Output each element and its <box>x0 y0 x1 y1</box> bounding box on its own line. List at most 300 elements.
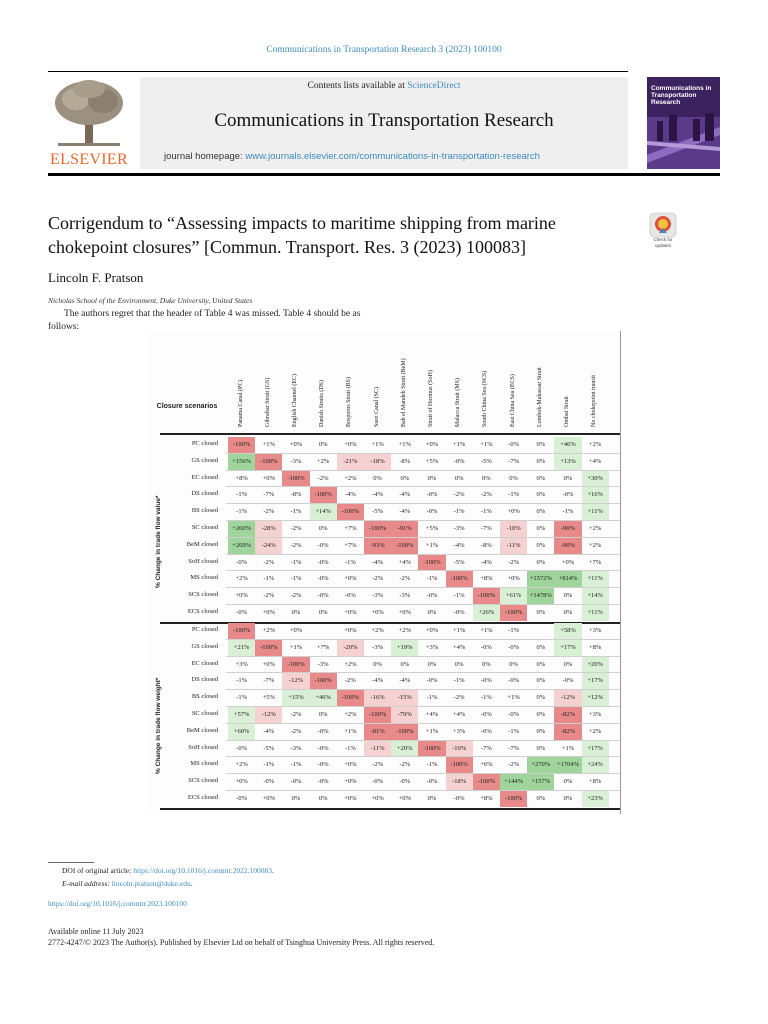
table-cell: -2% <box>290 525 302 532</box>
table-cell: +11% <box>582 571 609 587</box>
table-cell: -4% <box>480 558 492 566</box>
table-cell: -5% <box>263 744 275 752</box>
table-cell: -1% <box>344 744 356 752</box>
table-cell: +0% <box>235 592 248 600</box>
footnote-original-doi: DOI of original article: https://doi.org/10.1016/j.commtr.2022.100083. <box>62 866 274 875</box>
table-cell: -28% <box>255 521 282 537</box>
table-cell: +17% <box>554 640 581 656</box>
table-cell: -0% <box>508 643 520 651</box>
table-cell: 0% <box>536 744 546 752</box>
section-rule <box>160 808 620 810</box>
row-label: SoH closed <box>188 557 218 565</box>
table-cell: +61% <box>500 588 527 604</box>
table-cell: 0% <box>563 609 573 616</box>
column-header: Lombok-Makassar Strait <box>536 367 543 427</box>
table-cell: 0% <box>509 474 518 482</box>
table-cell: +58% <box>554 623 581 639</box>
table-cell: +12% <box>582 690 609 706</box>
table-cell: +1% <box>453 627 466 634</box>
table-cell: -18% <box>364 454 391 470</box>
table-cell: -0% <box>236 744 248 752</box>
table-cell: +1% <box>425 541 439 549</box>
table-cell: -7% <box>263 677 275 685</box>
table-cell: +0% <box>344 795 357 802</box>
row-label: SC closed <box>191 710 218 717</box>
table-cell: 0% <box>563 778 573 786</box>
table-cell: -1% <box>426 761 438 769</box>
journal-citation[interactable]: Communications in Transportation Research 3 (2023) 100100 <box>266 45 502 55</box>
table-cell: -0% <box>290 778 302 786</box>
table-cell: 0% <box>400 660 410 668</box>
table-cell: 0% <box>291 795 301 802</box>
table-cell: +0% <box>425 627 439 634</box>
table-cell: +5% <box>262 694 275 702</box>
table-cell: 0% <box>536 609 546 616</box>
table-cell: -1% <box>236 508 248 516</box>
table-cell: -0% <box>480 727 492 735</box>
table-cell: 0% <box>318 609 328 616</box>
table-cell: +0% <box>344 627 357 634</box>
table-cell: -2% <box>263 592 275 600</box>
table-cell: -12% <box>255 707 282 723</box>
table-cell: -4% <box>399 508 411 516</box>
table-cell: +8% <box>589 643 602 651</box>
row-label: SoH closed <box>188 743 218 751</box>
table-cell: +4% <box>453 711 466 718</box>
column-header: Bosporus Strait (BS) <box>346 376 353 427</box>
table-cell: +20% <box>391 741 418 757</box>
table-cell: -0% <box>508 711 520 718</box>
table-cell: +19% <box>391 640 418 656</box>
table-cell: +1% <box>289 643 303 651</box>
table-cell: -11% <box>500 538 527 554</box>
column-header: Malacca Strait (MS) <box>455 378 462 427</box>
table-cell: +7% <box>317 643 330 651</box>
table-cell: -3% <box>372 592 384 600</box>
table-cell: -12% <box>554 690 581 706</box>
article-doi-link[interactable]: https://doi.org/10.1016/j.commtr.2023.100100 <box>48 899 187 908</box>
table-cell <box>527 623 554 639</box>
table-cell: -8% <box>399 457 411 465</box>
table-cell: +0% <box>561 558 575 566</box>
table-cell: -100% <box>337 504 364 520</box>
table-cell: -1% <box>263 761 275 769</box>
table-cell: -1% <box>236 694 248 702</box>
table-cell: 0% <box>563 795 573 802</box>
table-cell: 0% <box>427 609 437 616</box>
table-cell: -16% <box>364 690 391 706</box>
row-label: GS closed <box>191 456 218 464</box>
table-cell: -100% <box>500 605 527 621</box>
table-cell: +2% <box>589 541 602 549</box>
table-cell: +0% <box>371 609 384 616</box>
table-cell: +814% <box>554 571 581 587</box>
table-cell: +24% <box>582 757 609 773</box>
table-cell: -4% <box>263 727 275 735</box>
table-cell: -100% <box>364 707 391 723</box>
row-label: SCS closed <box>188 591 218 599</box>
closure-scenarios-header: Closure scenarios <box>156 403 218 410</box>
table-cell: -1% <box>480 508 492 516</box>
table-cell: -100% <box>228 437 255 453</box>
table-cell: -100% <box>391 538 418 554</box>
table-cell: -3% <box>399 592 411 600</box>
table-cell: -1% <box>508 727 520 735</box>
table-cell: -1% <box>453 677 465 685</box>
table-cell: +0% <box>344 761 357 769</box>
table-cell: +11% <box>582 504 609 520</box>
table-cell: +0% <box>398 795 411 802</box>
table-cell: +8% <box>589 778 602 786</box>
masthead <box>140 77 628 169</box>
check-updates-icon <box>646 212 680 238</box>
table-cell: +8% <box>480 575 493 583</box>
table-cell: +5% <box>425 457 439 465</box>
table-cell: -0% <box>508 441 520 448</box>
table-cell: +7% <box>344 541 357 549</box>
table-cell: -2% <box>399 761 411 769</box>
table-cell: +2% <box>589 441 602 448</box>
table-cell: 0% <box>318 711 328 718</box>
table-cell: -4% <box>372 677 384 685</box>
table-cell: +2% <box>235 575 248 583</box>
table-cell: -0% <box>317 592 329 600</box>
table-cell: -100% <box>255 454 282 470</box>
table-cell: -1% <box>508 491 520 499</box>
table-cell: +0% <box>235 778 248 786</box>
table-cell: +0% <box>507 575 520 583</box>
table-cell: -100% <box>337 690 364 706</box>
table-cell: -1% <box>290 761 302 769</box>
table-cell: +0% <box>289 441 303 448</box>
table-cell: 0% <box>536 457 546 465</box>
masthead-bottom-rule <box>48 173 720 176</box>
table-cell: +1% <box>561 744 575 752</box>
table-cell: -0% <box>453 609 465 616</box>
table-cell: 0% <box>536 711 546 718</box>
table-cell: +17% <box>582 741 609 757</box>
table-cell: +0% <box>289 627 303 634</box>
row-label: GS closed <box>191 642 218 650</box>
table-cell: -4% <box>453 541 465 549</box>
table-cell: +0% <box>262 474 275 482</box>
table-cell: 0% <box>536 525 546 532</box>
table-cell: -1% <box>480 694 492 702</box>
table-cell: +1% <box>507 694 520 702</box>
table-cell: +157% <box>527 774 554 790</box>
table-cell: +1% <box>371 441 384 448</box>
column-header: English Channel (EC) <box>292 374 298 427</box>
row-label: ECS closed <box>187 608 218 615</box>
table-cell: -100% <box>282 471 309 487</box>
table-cell: 0% <box>536 508 546 516</box>
table-cell: +0% <box>398 609 411 616</box>
table-cell: -0% <box>317 744 329 752</box>
column-header: East China Sea (ECS) <box>509 374 516 427</box>
table-cell: -2% <box>290 711 302 718</box>
table-cell: 0% <box>536 441 546 448</box>
table-cell: 0% <box>509 660 518 668</box>
table-cell: +144% <box>500 774 527 790</box>
homepage-link[interactable]: www.journals.elsevier.com/communications-in-transportation-research <box>245 151 540 162</box>
table-cell: +0% <box>262 609 275 616</box>
table-cell: -0% <box>236 558 248 566</box>
table-cell: -100% <box>310 673 337 689</box>
table-cell: +11% <box>582 605 609 621</box>
check-updates-label: Check for updates <box>653 237 673 248</box>
table-cell: +60% <box>228 724 255 740</box>
table-cell: +8% <box>235 474 248 482</box>
table-cell: +26% <box>473 605 500 621</box>
table-cell: -2% <box>263 558 275 566</box>
table-cell: 0% <box>536 694 546 702</box>
table-cell: +0% <box>262 795 275 802</box>
row-label: BeM closed <box>186 540 218 548</box>
table-cell: -2% <box>453 491 465 499</box>
journal-cover[interactable] <box>647 77 720 169</box>
table-cell: -10% <box>500 521 527 537</box>
table-cell: +2% <box>344 474 357 482</box>
table-cell: 0% <box>291 609 301 616</box>
row-label: MS closed <box>190 574 218 582</box>
table-cell: -2% <box>290 592 302 600</box>
table-cell: 0% <box>536 474 546 482</box>
elsevier-logo[interactable] <box>48 77 130 169</box>
table-cell: +3% <box>425 643 439 651</box>
column-header: Suez Canal (SC) <box>373 387 380 427</box>
article-title: Corrigendum to “Assessing impacts to maritime shipping from marine chokepoint closures” [Commun. Transport. Res. 3 (2023) 100083] <box>48 213 556 257</box>
table-cell: -0% <box>317 727 329 735</box>
table-cell: -2% <box>372 761 384 769</box>
table-cell: -2% <box>263 508 275 516</box>
table-cell: -100% <box>364 521 391 537</box>
table-cell: -11% <box>364 741 391 757</box>
table-cell: -10% <box>446 741 473 757</box>
table-cell: +20% <box>582 657 609 673</box>
original-doi-prefix: DOI of original article: <box>62 866 132 875</box>
table-cell: -1% <box>426 694 438 702</box>
table-cell: 0% <box>536 541 546 549</box>
table-cell: +5% <box>425 525 439 532</box>
table-cell: +3% <box>235 660 248 668</box>
table-cell: +0% <box>371 795 384 802</box>
row-label: PC closed <box>191 626 218 633</box>
table-cell: +6% <box>480 761 493 769</box>
table-cell: +7% <box>589 558 602 566</box>
table-cell: -100% <box>282 657 309 673</box>
table-cell: 0% <box>427 660 437 668</box>
table-cell: +0% <box>262 660 275 668</box>
table-cell: +0% <box>344 441 357 448</box>
author-name[interactable]: Lincoln F. Pratson <box>48 270 144 285</box>
table-cell: 0% <box>318 525 328 532</box>
table-cell: -1% <box>453 508 465 516</box>
table-cell: +0% <box>425 441 439 448</box>
row-label: SC closed <box>191 524 218 531</box>
row-label: EC closed <box>191 473 218 481</box>
table-cell <box>310 623 337 639</box>
table-cell: -5% <box>372 508 384 516</box>
table-cell: +260% <box>228 521 255 537</box>
table-cell: -15% <box>391 690 418 706</box>
check-for-updates-button[interactable] <box>646 212 680 252</box>
table-cell: +1% <box>425 727 439 735</box>
table-cell: -1% <box>236 491 248 499</box>
table-cell: +4% <box>589 457 602 465</box>
row-label: ECS closed <box>187 794 218 801</box>
table-cell: -0% <box>562 677 574 685</box>
table-cell: -3% <box>372 643 384 651</box>
table-cell: -1% <box>453 592 465 600</box>
table-cell: +4% <box>453 643 466 651</box>
table-cell: -1% <box>290 575 302 583</box>
row-label: DS closed <box>191 490 218 498</box>
original-doi-link[interactable]: https://doi.org/10.1016/j.commtr.2022.100083 <box>133 866 273 875</box>
table-cell: 0% <box>373 660 382 668</box>
table-cell: +2% <box>317 457 330 465</box>
table-cell: +1478% <box>527 588 554 604</box>
table-cell: -0% <box>426 491 438 499</box>
table-cell: +2% <box>344 711 357 718</box>
table-cell: -91% <box>391 521 418 537</box>
table-cell: -1% <box>344 558 356 566</box>
table-cell: +1% <box>480 441 493 448</box>
table-cell: -0% <box>426 677 438 685</box>
table-cell: -90% <box>554 538 581 554</box>
table-cell: -1% <box>236 677 248 685</box>
table-cell: -8% <box>480 541 492 549</box>
table-cell: +1% <box>262 441 275 448</box>
table-cell: -82% <box>554 707 581 723</box>
table-cell: -1% <box>263 575 275 583</box>
table-cell: -18% <box>446 774 473 790</box>
table-cell: +0% <box>344 609 357 616</box>
table-cell: -0% <box>399 778 411 786</box>
table-cell: -81% <box>364 724 391 740</box>
table-cell: 0% <box>536 727 546 735</box>
table-cell: 0% <box>536 677 546 685</box>
table-cell: -100% <box>228 623 255 639</box>
table-cell: 0% <box>482 474 491 482</box>
table-cell: +13% <box>554 454 581 470</box>
table-cell: -21% <box>337 454 364 470</box>
table-cell: +7% <box>344 525 357 532</box>
table-cell: 0% <box>482 660 491 668</box>
table-cell: -0% <box>480 711 492 718</box>
table-cell: -0% <box>480 643 492 651</box>
table-cell: -5% <box>453 558 465 566</box>
table-cell: -90% <box>554 521 581 537</box>
table-cell: -0% <box>236 609 248 616</box>
table-cell: +1704% <box>554 757 581 773</box>
email-prefix: E-mail address: <box>62 879 110 888</box>
table-cell: -0% <box>480 677 492 685</box>
table-cell: 0% <box>373 474 382 482</box>
table-cell: +2% <box>589 525 602 532</box>
homepage-prefix: journal homepage: <box>164 151 243 162</box>
footnote-rule <box>48 862 94 863</box>
column-header: Gibraltar Strait (GS) <box>264 377 271 427</box>
table-cell: -0% <box>317 558 329 566</box>
table-cell: +30% <box>582 471 609 487</box>
cover-title: Communications in Transportation Research <box>651 85 712 107</box>
table-cell: 0% <box>536 795 546 802</box>
table-cell: +2% <box>398 627 411 634</box>
table-cell: -2% <box>453 694 465 702</box>
row-label: SCS closed <box>188 777 218 785</box>
column-header: Ombai Strait <box>564 396 570 427</box>
table-cell: +1572% <box>527 571 554 587</box>
table-cell: -2% <box>508 558 520 566</box>
table-cell: -1% <box>562 508 574 516</box>
table-cell: 0% <box>536 558 546 566</box>
sciencedirect-link[interactable]: ScienceDirect <box>407 81 461 91</box>
table-cell: -0% <box>562 491 574 499</box>
email-link[interactable]: lincoln.pratson@duke.edu <box>111 879 191 888</box>
table-cell: +3% <box>589 627 602 634</box>
table-cell: +1% <box>480 627 493 634</box>
table-cell: -1% <box>290 508 302 516</box>
table-cell: +14% <box>310 504 337 520</box>
table-cell: +0% <box>344 575 357 583</box>
table-cell: +16% <box>582 487 609 503</box>
elsevier-wordmark: ELSEVIER <box>50 151 128 168</box>
author-affiliation: Nicholas School of the Environment, Duke University, United States <box>48 296 253 305</box>
table-cell: -3% <box>290 457 302 465</box>
table-cell: 0% <box>318 795 328 802</box>
table-cell: -7% <box>263 491 275 499</box>
table-cell: -20% <box>337 640 364 656</box>
table-cell: +2% <box>589 727 602 735</box>
header-rule <box>160 433 620 435</box>
table-cell: +270% <box>527 757 554 773</box>
table-cell: -2% <box>508 761 520 769</box>
body-paragraph: The authors regret that the header of Table 4 was missed. Table 4 should be as follows: <box>48 309 361 332</box>
table-cell: 0% <box>427 795 437 802</box>
table-cell: -100% <box>446 757 473 773</box>
footnote-email: E-mail address: lincoln.pratson@duke.edu. <box>62 879 193 888</box>
table-cell: +15% <box>282 690 309 706</box>
table-cell: -3% <box>317 660 329 668</box>
table-cell: -5% <box>480 457 492 465</box>
table-cell: 0% <box>318 441 328 448</box>
table-cell: -0% <box>372 778 384 786</box>
table-cell: -2% <box>344 677 356 685</box>
table-cell: -0% <box>317 541 329 549</box>
section-label: % Change in trade flow weight* <box>155 677 162 775</box>
column-header: Danish Straits (DS) <box>319 380 326 427</box>
column-header: Panama Canal (PC) <box>237 379 244 427</box>
table-cell: -7% <box>480 525 492 532</box>
table-cell: -100% <box>500 791 527 807</box>
table-cell: -1% <box>508 627 520 634</box>
table-cell: +2% <box>235 761 248 769</box>
table-cell: -1% <box>426 575 438 583</box>
copyright-notice: 2772-4247/© 2023 The Author(s). Published by Elsevier Ltd on behalf of Tsinghua University Press. All rights reserved. <box>48 938 435 947</box>
table-cell: 0% <box>427 474 437 482</box>
table-cell: -0% <box>317 778 329 786</box>
table-cell: +0% <box>344 778 357 786</box>
contents-prefix: Contents lists available at <box>307 81 405 91</box>
table-cell: -4% <box>372 491 384 499</box>
table-cell: -0% <box>344 592 356 600</box>
table-cell: +3% <box>589 711 602 718</box>
table-cell: +17% <box>582 673 609 689</box>
table-cell: -100% <box>473 588 500 604</box>
table-cell: -1% <box>290 558 302 566</box>
table-cell: -100% <box>473 774 500 790</box>
elsevier-tree-icon <box>48 77 130 149</box>
